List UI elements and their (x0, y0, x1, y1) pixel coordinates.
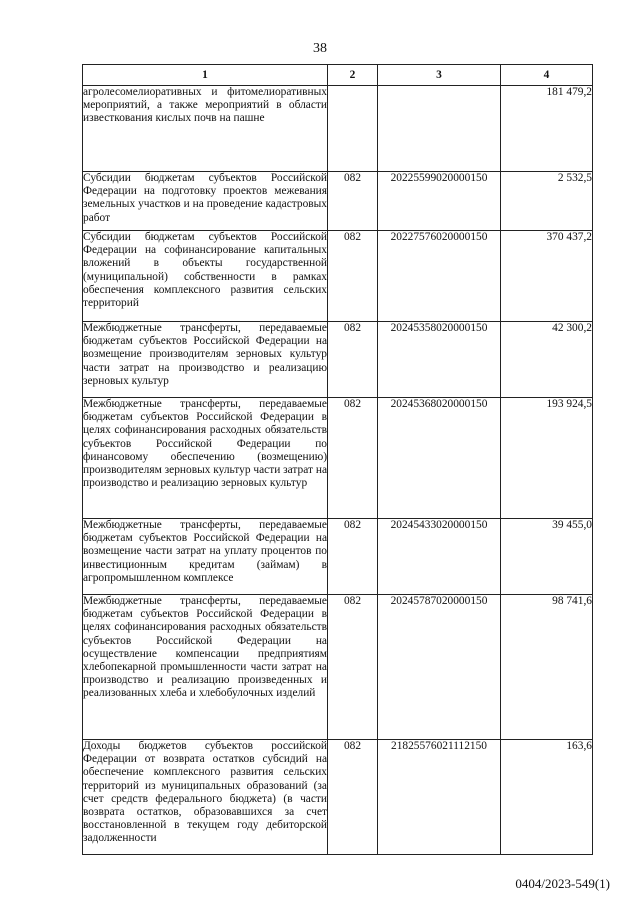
admin-code: 082 (328, 322, 378, 398)
amount: 193 924,5 (501, 398, 593, 519)
revenue-name: Межбюджетные трансферты, передаваемые бюджетам субъектов Российской Федерации на возмещение части затрат на уплату процентов по инвестиционным кредитам (займам) в агропромышленном комплексе (83, 519, 328, 595)
revenue-name: Доходы бюджетов субъектов российской Федерации от возврата остатков субсидий на обеспечение комплексного развития сельских территорий из муниципальных образований (за счет средств федерального бюджета) (в части возврата остатков, образовавшихся за счет восстановленной в текущем году дебиторской задолженности (83, 740, 328, 855)
table-row (83, 740, 593, 855)
revenue-name: Межбюджетные трансферты, передаваемые бюджетам субъектов Российской Федерации в целях софинансирования расходных обязательств субъектов Российской Федерации по финансовому обеспечению (возмещению) производителям зерновых культур части затрат на производство и реализацию зерновых культур (83, 398, 328, 519)
table-row (83, 86, 593, 172)
revenue-name: Межбюджетные трансферты, передаваемые бюджетам субъектов Российской Федерации на возмещение производителям зерновых культур части затрат на производство и реализацию зерновых культур (83, 322, 328, 398)
budget-classification-code: 20245433020000150 (378, 519, 501, 595)
table-header-row (83, 65, 593, 86)
revenue-name: Межбюджетные трансферты, передаваемые бюджетам субъектов Российской Федерации в целях софинансирования расходных обязательств субъектов Российской Федерации на осуществление компенсации предприятиям хлебопекарной промышленности части затрат на производство и реализацию произведенных и реализованных хлеба и хлебобулочных изделий (83, 595, 328, 740)
admin-code (328, 86, 378, 172)
budget-classification-code (378, 86, 501, 172)
table-row (83, 519, 593, 595)
revenue-name: Субсидии бюджетам субъектов Российской Федерации на софинансирование капитальных вложений в объекты государственной (муниципальной) собственности в рамках обеспечения комплексного развития сельских территорий (83, 231, 328, 322)
budget-classification-code: 21825576021112150 (378, 740, 501, 855)
revenue-name: Субсидии бюджетам субъектов Российской Федерации на подготовку проектов межевания земельных участков и на проведение кадастровых работ (83, 172, 328, 231)
admin-code: 082 (328, 172, 378, 231)
table-row (83, 322, 593, 398)
budget-revenue-table (82, 64, 593, 855)
amount: 181 479,2 (501, 86, 593, 172)
amount: 163,6 (501, 740, 593, 855)
amount: 42 300,2 (501, 322, 593, 398)
admin-code: 082 (328, 231, 378, 322)
table-row (83, 595, 593, 740)
admin-code: 082 (328, 519, 378, 595)
column-header-3: 3 (378, 65, 501, 86)
admin-code: 082 (328, 398, 378, 519)
budget-classification-code: 20245787020000150 (378, 595, 501, 740)
revenue-name: агролесомелиоративных и фитомелиоративных мероприятий, а также мероприятий в области известкования кислых почв на пашне (83, 86, 328, 172)
budget-classification-code: 20227576020000150 (378, 231, 501, 322)
budget-classification-code: 20245368020000150 (378, 398, 501, 519)
column-header-2: 2 (328, 65, 378, 86)
table-row (83, 172, 593, 231)
document-id: 0404/2023-549(1) (515, 876, 610, 891)
column-header-4: 4 (501, 65, 593, 86)
budget-classification-code: 20245358020000150 (378, 322, 501, 398)
page-number: 38 (313, 41, 327, 56)
admin-code: 082 (328, 740, 378, 855)
amount: 98 741,6 (501, 595, 593, 740)
amount: 370 437,2 (501, 231, 593, 322)
admin-code: 082 (328, 595, 378, 740)
budget-classification-code: 20225599020000150 (378, 172, 501, 231)
amount: 39 455,0 (501, 519, 593, 595)
table-row (83, 398, 593, 519)
column-header-1: 1 (83, 65, 328, 86)
amount: 2 532,5 (501, 172, 593, 231)
table-row (83, 231, 593, 322)
